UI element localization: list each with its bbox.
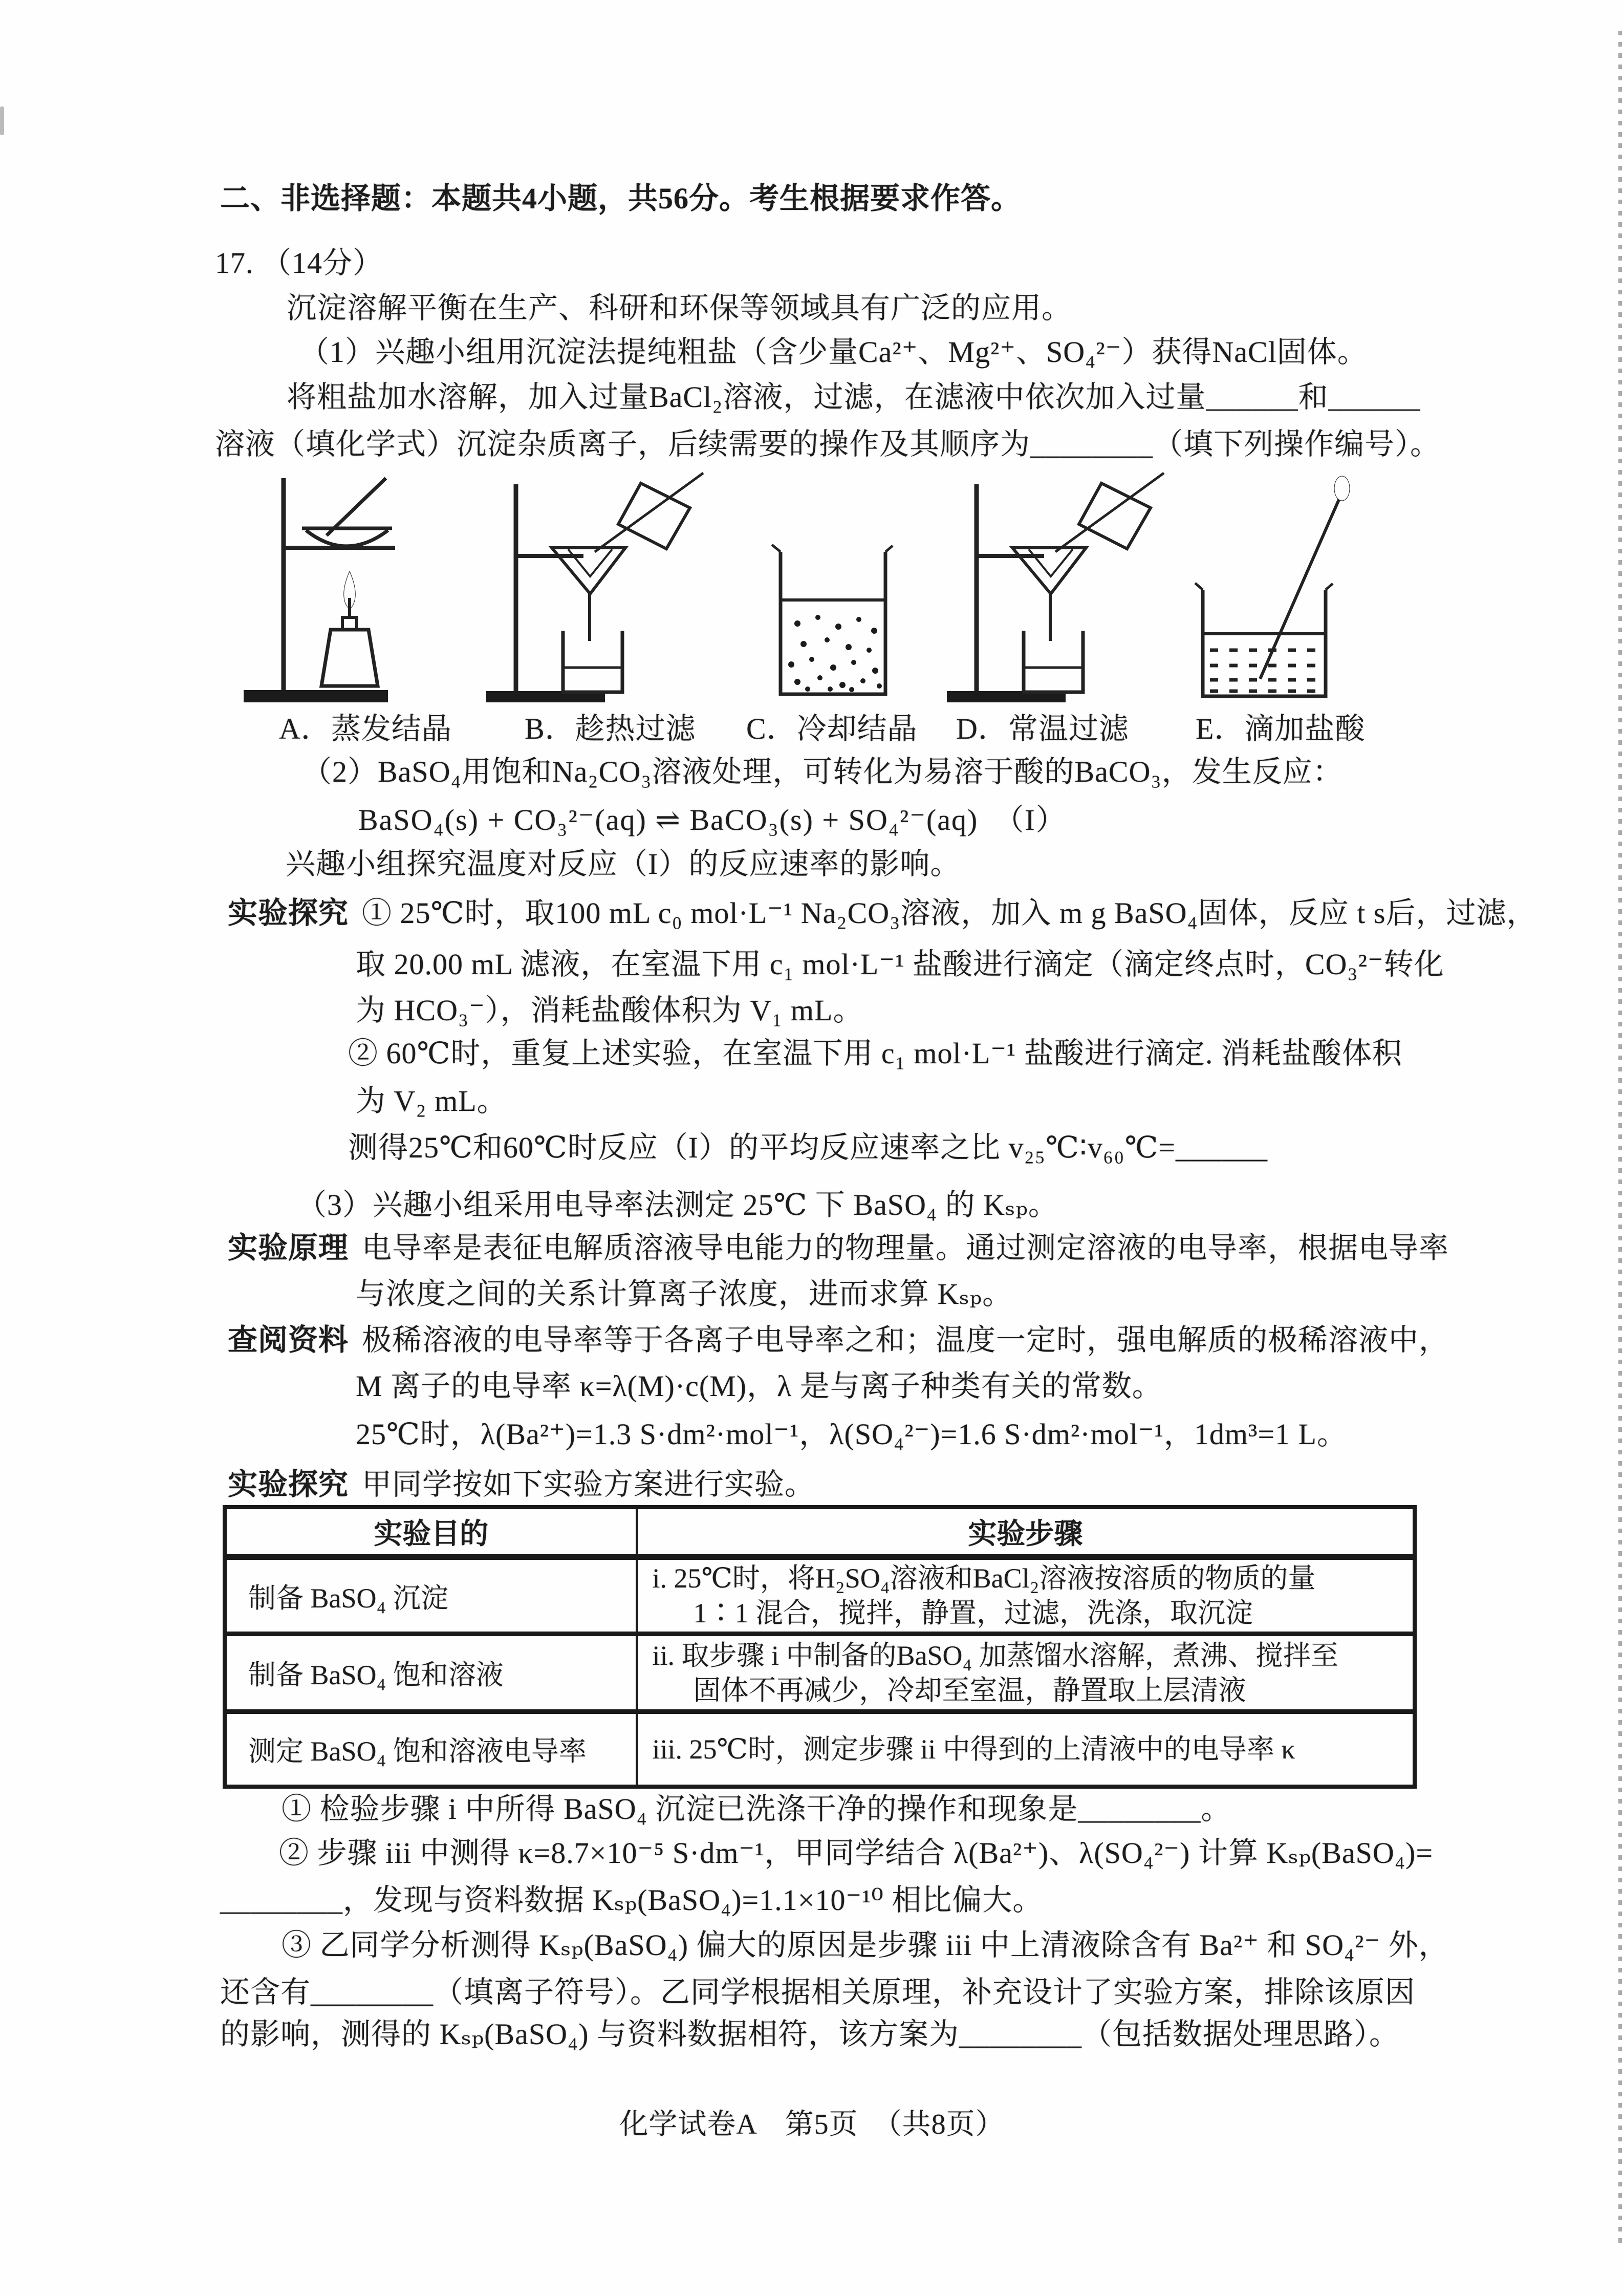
figure-b-hot-filtration: [486, 471, 727, 706]
experiment-plan-table: [223, 1505, 1417, 1789]
row3-steps: [637, 1712, 1415, 1787]
figure-d-label: D．常温过滤: [956, 712, 1129, 745]
part1-line3: 溶液（填化学式）沉淀杂质离子，后续需要的操作及其顺序为________（填下列操作编号）。: [215, 427, 1441, 461]
row2-purpose: 制备 BaSO₄ 饱和溶液: [225, 1634, 637, 1712]
subquestion-3-line1: ③ 乙同学分析测得 Kₛₚ(BaSO₄) 偏大的原因是步骤 iii 中上清液除含有 Ba²⁺ 和 SO₄²⁻ 外，: [282, 1928, 1449, 1962]
principle-label: 实验原理: [228, 1231, 349, 1264]
page-footer: 化学试卷A 第5页 （共8页）: [619, 2109, 1005, 2140]
part3-principle-line1: [228, 1230, 1449, 1267]
table-row: [225, 1557, 1415, 1634]
beaker-with-crystals-icon: [732, 471, 921, 706]
part2-result: 测得25℃和60℃时反应（I）的平均反应速率之比 v₂₅℃∶v₆₀℃=______: [348, 1131, 1268, 1164]
figure-c-label: C．冷却结晶: [746, 712, 918, 745]
question-number: 17. （14分）: [215, 246, 383, 280]
filtration-stand-icon: [947, 471, 1187, 706]
part3-principle-line2: 与浓度之间的关系计算离子浓度，进而求算 Kₛₚ。: [356, 1277, 1013, 1311]
evaporation-stand-icon: [241, 471, 466, 706]
row3-step-line1: iii. 25℃时，测定步骤 ii 中得到的上清液中的电导率 κ: [652, 1733, 1295, 1765]
figure-b-label: B．趁热过滤: [525, 712, 696, 745]
subquestion-1: ① 检验步骤 i 中所得 BaSO₄ 沉淀已洗涤干净的操作和现象是________。: [282, 1792, 1231, 1826]
row3-purpose: 测定 BaSO₄ 饱和溶液电导率: [225, 1712, 637, 1787]
table-header-purpose: 实验目的: [225, 1507, 637, 1557]
part2-line1: （2）BaSO₄用饱和Na₂CO₃溶液处理，可转化为易溶于酸的BaCO₃，发生反应：: [302, 755, 1343, 788]
question-intro: 沉淀溶解平衡在生产、科研和环保等领域具有广泛的应用。: [287, 291, 1072, 325]
table-header-row: [225, 1507, 1415, 1557]
part2-step1-line2: 取 20.00 mL 滤液，在室温下用 c₁ mol·L⁻¹ 盐酸进行滴定（滴定终点时，CO₃²⁻转化: [356, 948, 1444, 981]
subquestion-2-line2: ________，发现与资料数据 Kₛₚ(BaSO₄)=1.1×10⁻¹⁰ 相比偏大。: [220, 1883, 1043, 1917]
part2-line2: 兴趣小组探究温度对反应（I）的反应速率的影响。: [286, 847, 961, 881]
part2-step2-line2: 为 V₂ mL。: [356, 1084, 507, 1118]
subquestion-3-line3: 的影响，测得的 Kₛₚ(BaSO₄) 与资料数据相符，该方案为________（包括数据处理思路）。: [220, 2018, 1400, 2051]
reference-text1: 极稀溶液的电导率等于各离子电导率之和；温度一定时，强电解质的极稀溶液中，: [362, 1323, 1449, 1357]
part3-reference-line2: M 离子的电导率 κ=λ(M)·c(M)，λ 是与离子种类有关的常数。: [356, 1369, 1162, 1403]
explore-text: 甲同学按如下实验方案进行实验。: [362, 1468, 815, 1501]
reference-label: 查阅资料: [228, 1323, 349, 1357]
beaker-with-dropper-icon: [1172, 471, 1377, 706]
part2-explore-line1: [228, 895, 1536, 932]
subquestion-3-line2: 还含有________（填离子符号）。乙同学根据相关原理，补充设计了实验方案，排除该原因: [220, 1976, 1416, 2009]
section-header: 二、非选择题：本题共4小题，共56分。考生根据要求作答。: [220, 182, 1022, 215]
part3-reference-line1: [228, 1322, 1449, 1359]
part3-reference-line3: 25℃时，λ(Ba²⁺)=1.3 S·dm²·mol⁻¹，λ(SO₄²⁻)=1.6 S·dm²·mol⁻¹，1dm³=1 L。: [356, 1418, 1347, 1451]
part3-line1: （3）兴趣小组采用电导率法测定 25℃ 下 BaSO₄ 的 Kₛₚ。: [297, 1188, 1058, 1221]
part2-equation: BaSO₄(s) + CO₃²⁻(aq) ⇌ BaCO₃(s) + SO₄²⁻(aq) （I）: [358, 803, 1067, 836]
part1-line1: （1）兴趣小组用沉淀法提纯粗盐（含少量Ca²⁺、Mg²⁺、SO₄²⁻）获得NaCl固体。: [299, 335, 1368, 369]
row1-step-line2: 1∶1 混合，搅拌，静置，过滤，洗涤，取沉淀: [693, 1598, 1253, 1628]
scan-noise-left: [0, 106, 4, 135]
row2-step-line2: 固体不再减少，冷却至室温，静置取上层清液: [693, 1675, 1246, 1706]
explore-label: 实验探究: [228, 896, 349, 930]
scan-noise-right: [1618, 31, 1622, 2247]
subquestion-2-line1: ② 步骤 iii 中测得 κ=8.7×10⁻⁵ S·dm⁻¹，甲同学结合 λ(Ba²⁺)、λ(SO₄²⁻) 计算 Kₛₚ(BaSO₄)=: [279, 1836, 1434, 1870]
table-row: [225, 1712, 1415, 1787]
row1-purpose: 制备 BaSO₄ 沉淀: [225, 1557, 637, 1634]
row2-steps: [637, 1634, 1415, 1712]
part2-step2-line1: ② 60℃时，重复上述实验，在室温下用 c₁ mol·L⁻¹ 盐酸进行滴定. 消耗盐酸体积: [348, 1037, 1402, 1070]
part1-line2: 将粗盐加水溶解，加入过量BaCl₂溶液，过滤，在滤液中依次加入过量______和______: [287, 380, 1421, 414]
table-row: [225, 1634, 1415, 1712]
part2-step1-line3: 为 HCO₃⁻），消耗盐酸体积为 V₁ mL。: [356, 994, 863, 1027]
figure-a-label: A．蒸发结晶: [279, 712, 452, 745]
figure-d-room-temp-filtration: [947, 471, 1187, 706]
part2-step1-line1: ① 25℃时，取100 mL c₀ mol·L⁻¹ Na₂CO₃溶液，加入 m g BaSO₄固体，反应 t s后，过滤，: [362, 896, 1537, 930]
row2-step-line1: ii. 取步骤 i 中制备的BaSO₄ 加蒸馏水溶解，煮沸、搅拌至: [652, 1640, 1338, 1671]
figure-a-evaporation-crystallization: [241, 471, 466, 706]
row1-steps: [637, 1557, 1415, 1634]
table-header-steps: 实验步骤: [637, 1507, 1415, 1557]
figure-e-label: E．滴加盐酸: [1196, 712, 1366, 745]
row1-step-line1: i. 25℃时，将H₂SO₄溶液和BaCl₂溶液按溶质的物质的量: [652, 1563, 1316, 1594]
figure-c-cooling-crystallization: [732, 471, 921, 706]
explore-label-2: 实验探究: [228, 1468, 349, 1501]
principle-text1: 电导率是表征电解质溶液导电能力的物理量。通过测定溶液的电导率，根据电导率: [362, 1231, 1449, 1264]
part3-explore-line: [228, 1466, 815, 1504]
filtration-stand-icon: [486, 471, 727, 706]
figure-e-add-hydrochloric-acid: [1172, 471, 1377, 706]
